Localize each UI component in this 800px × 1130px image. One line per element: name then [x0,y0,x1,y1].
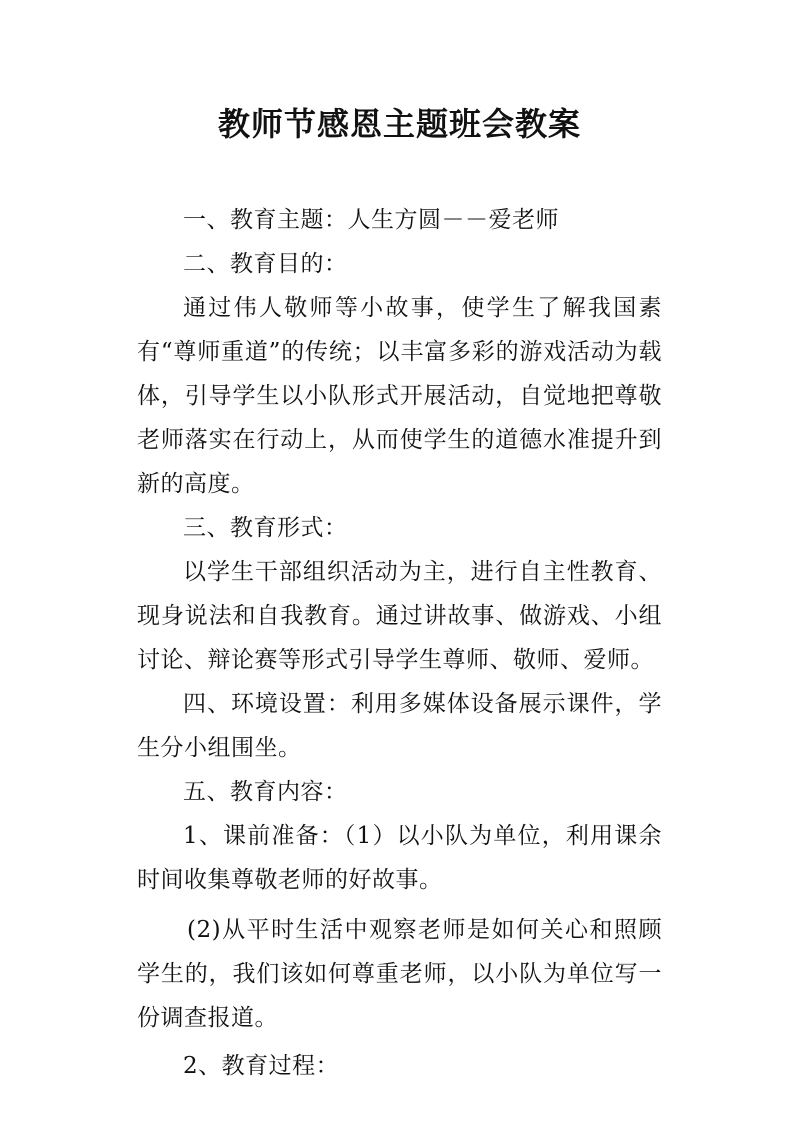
section-purpose-heading: 二、教育目的： [183,251,348,277]
section-content-heading: 五、教育内容： [183,779,348,805]
section-form-heading: 三、教育形式： [183,515,348,541]
content-preparation-item-1: 1、课前准备：（1）以小队为单位，利用课余时间收集尊敬老师的好故事。 [137,823,662,893]
section-environment: 四、环境设置：利用多媒体设备展示课件，学生分小组围坐。 [137,691,662,761]
section-form-text: 以学生干部组织活动为主，进行自主性教育、现身说法和自我教育。通过讲故事、做游戏、小组讨论、辩论赛等形式引导学生尊师、敬师、爱师。 [137,559,662,673]
document-title: 教师节感恩主题班会教案 [217,105,581,143]
content-preparation-item-2: (2)从平时生活中观察老师是如何关心和照顾学生的，我们该如何尊重老师，以小队为单位写一份调查报道。 [137,917,662,1031]
content-process-heading: 2、教育过程： [183,1053,340,1079]
section-purpose-text: 通过伟人敬师等小故事，使学生了解我国素有“尊师重道”的传统；以丰富多彩的游戏活动为载体，引导学生以小队形式开展活动，自觉地把尊敬老师落实在行动上，从而使学生的道德水准提升到新的高度。 [137,295,662,497]
section-theme: 一、教育主题：人生方圆－－爱老师 [183,207,559,233]
document-body [137,198,662,1088]
